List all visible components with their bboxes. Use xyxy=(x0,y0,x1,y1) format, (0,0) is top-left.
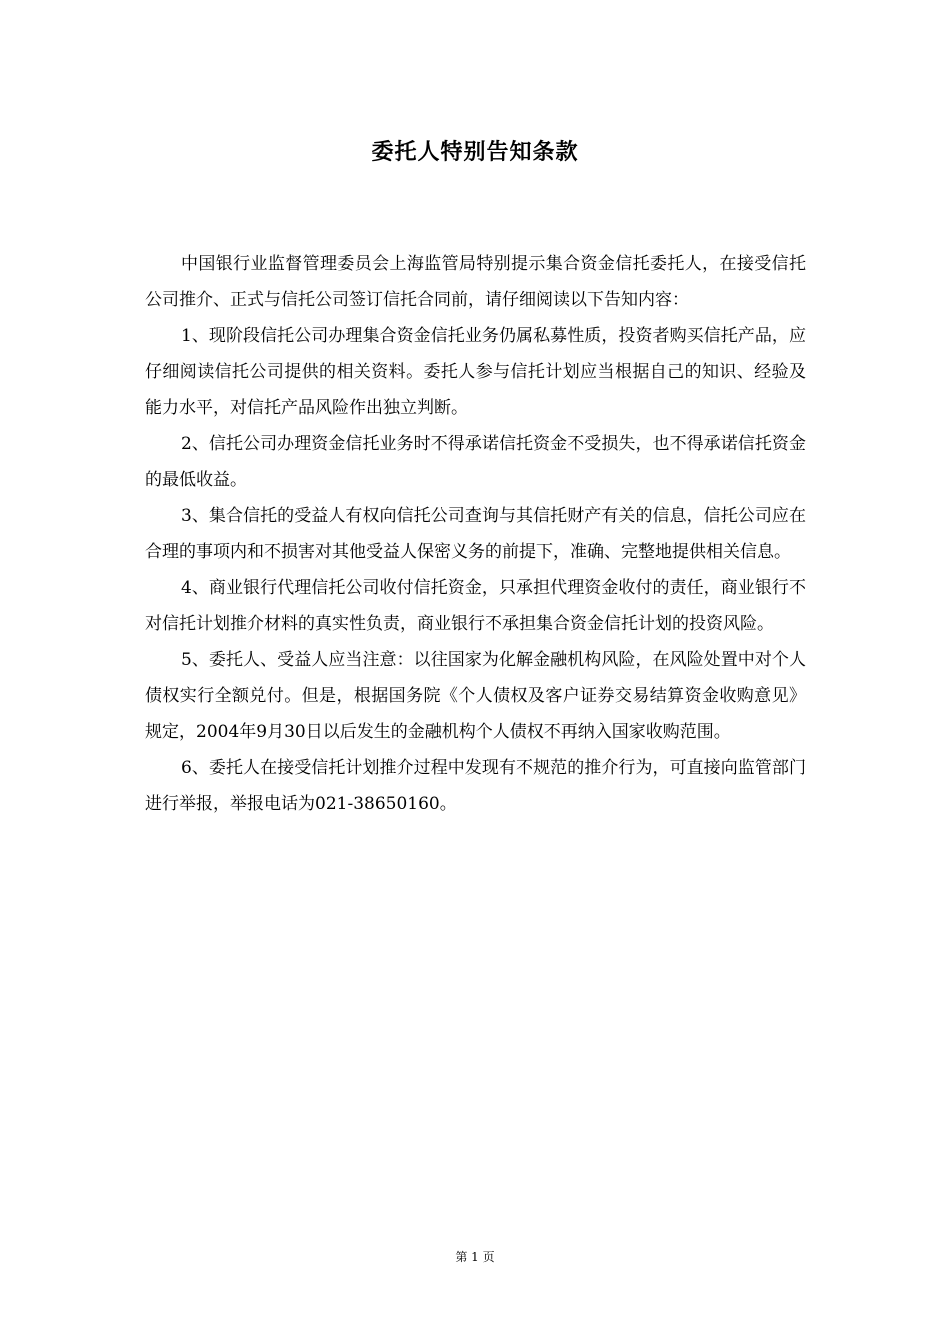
clause-3-paragraph: 3、集合信托的受益人有权向信托公司查询与其信托财产有关的信息，信托公司应在合理的事项内和不损害对其他受益人保密义务的前提下，准确、完整地提供相关信息。 xyxy=(145,506,806,562)
page-number: 第 1 页 xyxy=(455,1250,495,1264)
clause-1-paragraph: 1、现阶段信托公司办理集合资金信托业务仍属私募性质，投资者购买信托产品，应仔细阅读信托公司提供的相关资料。委托人参与信托计划应当根据自己的知识、经验及能力水平，对信托产品风险作出独立判断。 xyxy=(145,326,806,418)
clause-4-paragraph: 4、商业银行代理信托公司收付信托资金，只承担代理资金收付的责任，商业银行不对信托计划推介材料的真实性负责，商业银行不承担集合资金信托计划的投资风险。 xyxy=(145,578,806,634)
clause-2-paragraph: 2、信托公司办理资金信托业务时不得承诺信托资金不受损失，也不得承诺信托资金的最低收益。 xyxy=(145,434,806,490)
intro-paragraph: 中国银行业监督管理委员会上海监管局特别提示集合资金信托委托人，在接受信托公司推介、正式与信托公司签订信托合同前，请仔细阅读以下告知内容： xyxy=(145,254,806,310)
clause-5-paragraph: 5、委托人、受益人应当注意：以往国家为化解金融机构风险，在风险处置中对个人债权实行全额兑付。但是，根据国务院《个人债权及客户证券交易结算资金收购意见》规定，2004年9月30日以后发生的金融机构个人债权不再纳入国家收购范围。 xyxy=(145,650,806,742)
document-body xyxy=(145,246,806,822)
document-title: 委托人特别告知条款 xyxy=(371,139,579,165)
clause-6-paragraph: 6、委托人在接受信托计划推介过程中发现有不规范的推介行为，可直接向监管部门进行举报，举报电话为021-38650160。 xyxy=(145,758,806,814)
